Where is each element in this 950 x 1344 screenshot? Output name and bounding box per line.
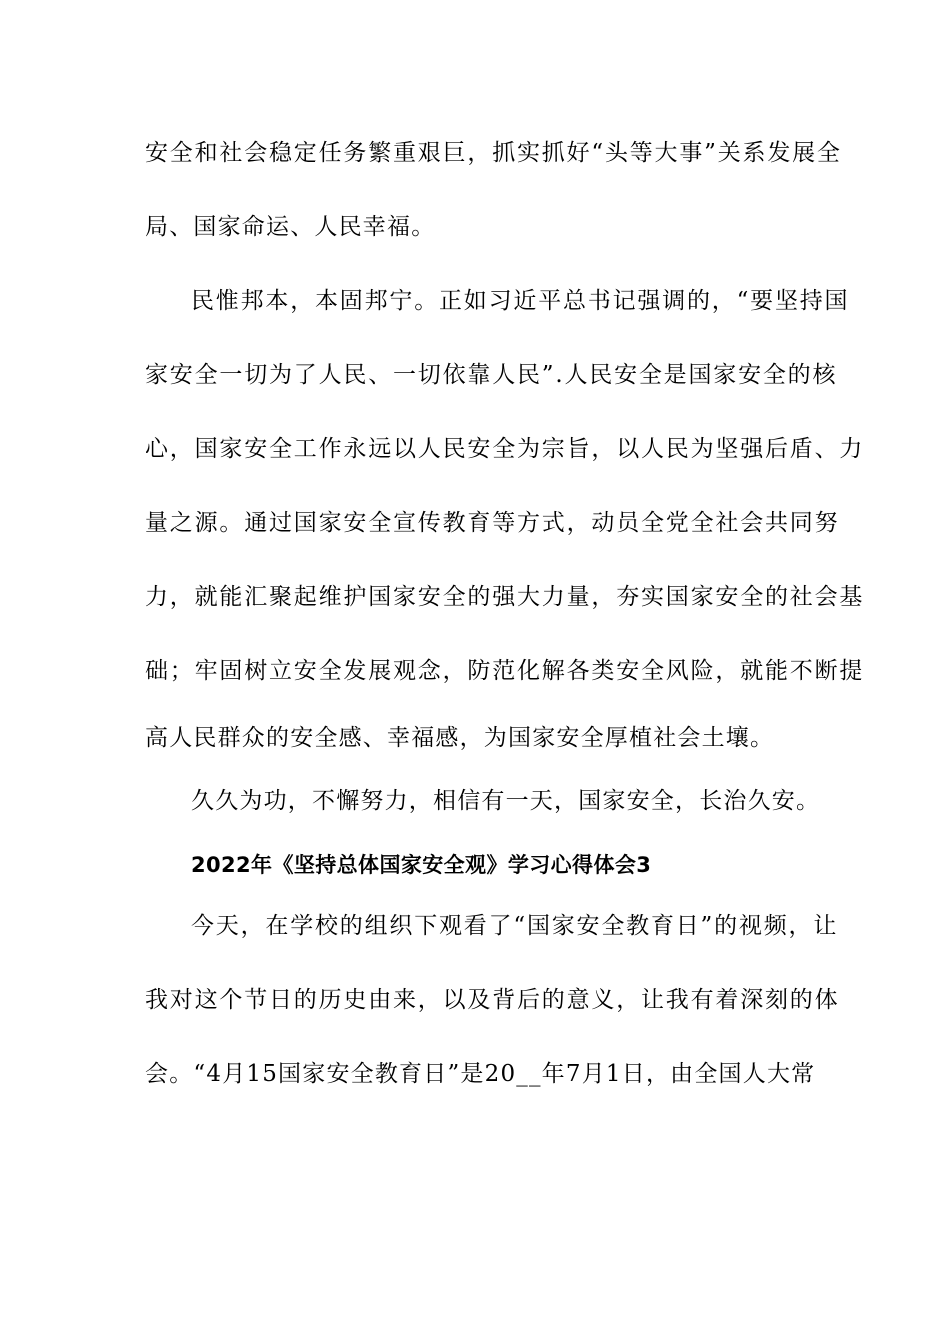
paragraph-line: 我对这个节日的历史由来，以及背后的意义，让我有着深刻的体 xyxy=(145,987,840,1013)
paragraph-line: 久久为功，不懈努力，相信有一天，国家安全，长治久安。 xyxy=(191,788,821,814)
paragraph-line: 量之源。通过国家安全宣传教育等方式，动员全党全社会共同努 xyxy=(145,510,840,536)
paragraph-line: 局、国家命运、人民幸福。 xyxy=(145,214,436,240)
paragraph-line: 力，就能汇聚起维护国家安全的强大力量，夯实国家安全的社会基 xyxy=(145,584,865,610)
paragraph-line: 家安全一切为了人民、一切依靠人民”.人民安全是国家安全的核 xyxy=(145,362,838,388)
paragraph-line: 民惟邦本，本固邦宁。正如习近平总书记强调的，“要坚持国 xyxy=(191,288,850,314)
paragraph-line: 安全和社会稳定任务繁重艰巨，抓实抓好“头等大事”关系发展全 xyxy=(145,140,842,166)
section-heading: 2022年《坚持总体国家安全观》学习心得体会3 xyxy=(191,853,652,877)
paragraph-line: 础；牢固树立安全发展观念，防范化解各类安全风险，就能不断提 xyxy=(145,658,865,684)
paragraph-line: 高人民群众的安全感、幸福感，为国家安全厚植社会土壤。 xyxy=(145,725,775,751)
paragraph-line: 今天，在学校的组织下观看了“国家安全教育日”的视频，让 xyxy=(191,913,839,939)
paragraph-line: 心，国家安全工作永远以人民安全为宗旨，以人民为坚强后盾、力 xyxy=(145,436,865,462)
paragraph-line: 会。“4月15国家安全教育日”是20__年7月1日，由全国人大常 xyxy=(145,1061,816,1087)
